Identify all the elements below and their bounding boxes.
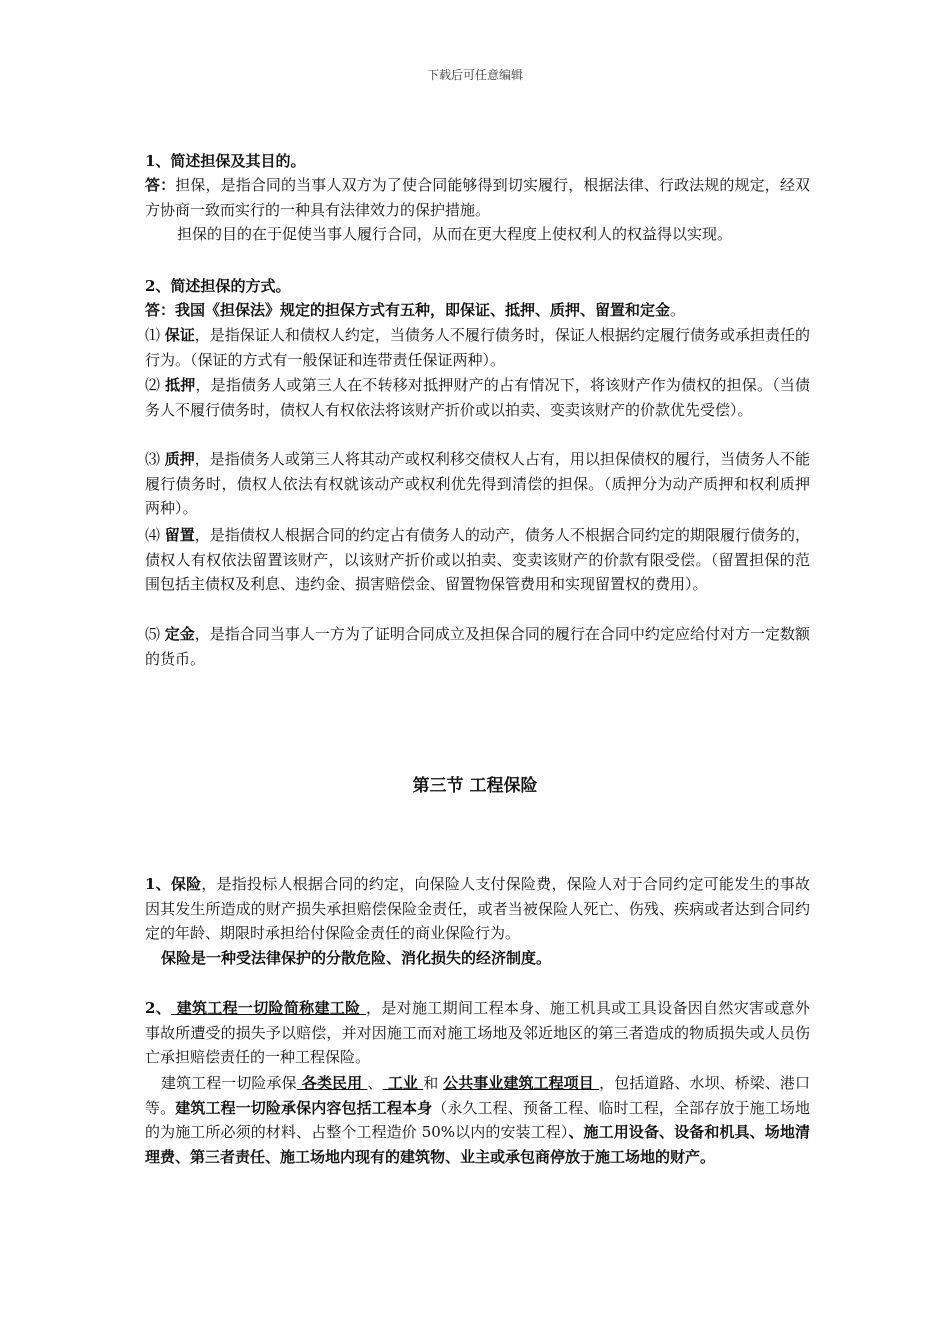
answer-summary: 答：我国《担保法》规定的担保方式有五种，即保证、抵押、质押、留置和定金 <box>145 301 671 319</box>
item-text: ，是指债权人根据合同的约定占有债务人的动产，债务人不根据合同约定的期限履行债务的，债权人有权依法留置该财产，以该财产折价或以拍卖、变卖该财产的价款有限受偿。（留置担保的范围包括主债权及利息、违约金、损害赔偿金、留置物保管费用和实现留置权的费用）。 <box>145 526 810 593</box>
item-term: 质押 <box>164 450 195 468</box>
construction-insurance-coverage <box>145 1071 810 1169</box>
list-item <box>145 323 810 372</box>
section-title: 第三节 工程保险 <box>412 776 538 796</box>
item-number: 2、 <box>145 999 172 1017</box>
item-number: ⑵ <box>145 376 166 394</box>
coverage-industrial: 工业 <box>382 1074 424 1092</box>
coverage-sep-2: 和 <box>423 1074 444 1092</box>
item-text: ，是指保证人和债权人约定，当债务人不履行债务时，保证人根据约定履行债务或承担责任的行为。（保证的方式有一般保证和连带责任保证两种）。 <box>145 326 810 369</box>
coverage-public: 公共事业建筑工程项目 <box>443 1074 600 1092</box>
insurance-summary: 保险是一种受法律保护的分散危险、消化损失的经济制度。 <box>161 949 552 967</box>
item-text: ，是指投标人根据合同的约定，向保险人支付保险费，保险人对于合同约定可能发生的事故因其发生所造成的财产损失承担赔偿保险金责任，或者当被保险人死亡、伤残、疾病或者达到合同约定的年龄、期限时承担给付保险金责任的商业保险行为。 <box>145 875 810 942</box>
answer-summary-end: 。 <box>670 301 686 319</box>
list-item <box>145 622 810 671</box>
item-number: ⑶ <box>145 450 165 468</box>
item-text: ，是指债务人或第三人在不转移对抵押财产的占有情况下，将该财产作为债权的担保。（当债务人不履行债务时，债权人有权依法将该财产折价或以拍卖、变卖该财产的价款优先受偿）。 <box>145 376 810 419</box>
item-term: 保证 <box>164 326 195 344</box>
item-number: ⑷ <box>145 526 165 544</box>
item-term: 留置 <box>164 526 195 544</box>
page-header: 下载后可任意编辑 <box>426 68 523 82</box>
list-item <box>145 523 810 597</box>
item-text: ，是对施工期间工程本身、施工机具或工具设备因自然灾害或意外事故所遭受的损失予以赔偿，并对因施工而对施工场地及邻近地区的第三者造成的物质损失或人员伤亡承担赔偿责任的一种工程保险。 <box>145 999 810 1066</box>
coverage-intro: 建筑工程一切险承保 <box>161 1074 297 1092</box>
item-text: ，是指合同当事人一方为了证明合同成立及担保合同的履行在合同中约定应给付对方一定数额的货币。 <box>145 625 810 668</box>
construction-insurance-definition <box>145 996 810 1070</box>
item-text: ，是指债务人或第三人将其动产或权利移交债权人占有，用以担保债权的履行，当债务人不能履行债务时，债权人依法有权就该动产或权利优先得到清偿的担保。（质押分为动产质押和权利质押两种）。 <box>145 450 810 517</box>
coverage-civil: 各类民用 <box>296 1074 368 1092</box>
item-term: 建筑工程一切险简称建工险 <box>171 999 367 1017</box>
question-2-heading <box>145 274 810 299</box>
item-number: ⑴ <box>145 326 165 344</box>
list-item <box>145 373 810 422</box>
question-1-answer <box>145 173 810 222</box>
list-item <box>145 447 810 521</box>
question-2-answer <box>145 298 810 323</box>
coverage-examples: ，包括道路、水坝、桥梁、港口等。 <box>145 1074 810 1117</box>
item-term: 定金 <box>164 625 195 643</box>
coverage-content-rest: 、施工用设备、设备和机具、场地清理费、第三者责任、施工场地内现有的建筑物、业主或承包商停放于施工场地的财产。 <box>145 1123 810 1166</box>
item-number: ⑸ <box>145 625 165 643</box>
answer-text: 担保，是指合同的当事人双方为了使合同能够得到切实履行，根据法律、行政法规的规定，经双方协商一致而实行的一种具有法律效力的保护措施。 <box>145 176 810 219</box>
item-term: 保险 <box>170 875 202 893</box>
coverage-content-title: 建筑工程一切险承保内容包括工程本身 <box>175 1098 433 1117</box>
question-1-title: 1、简述担保及其目的。 <box>145 152 306 170</box>
guarantee-purpose: 担保的目的在于促使当事人履行合同，从而在更大程度上使权利人的权益得以实现。 <box>177 225 733 243</box>
insurance-definition <box>145 872 810 946</box>
question-1-heading <box>145 149 810 174</box>
answer-label: 答： <box>145 176 176 194</box>
item-term: 抵押 <box>165 376 196 394</box>
coverage-content-detail: （永久工程、预备工程、临时工程，全部存放于施工场地的为施工所必须的材料、占整个工程造价 50%以内的安装工程） <box>145 1098 810 1141</box>
item-number: 1、 <box>145 875 171 893</box>
question-2-title: 2、简述担保的方式。 <box>145 277 291 295</box>
coverage-sep-1: 、 <box>367 1074 383 1092</box>
